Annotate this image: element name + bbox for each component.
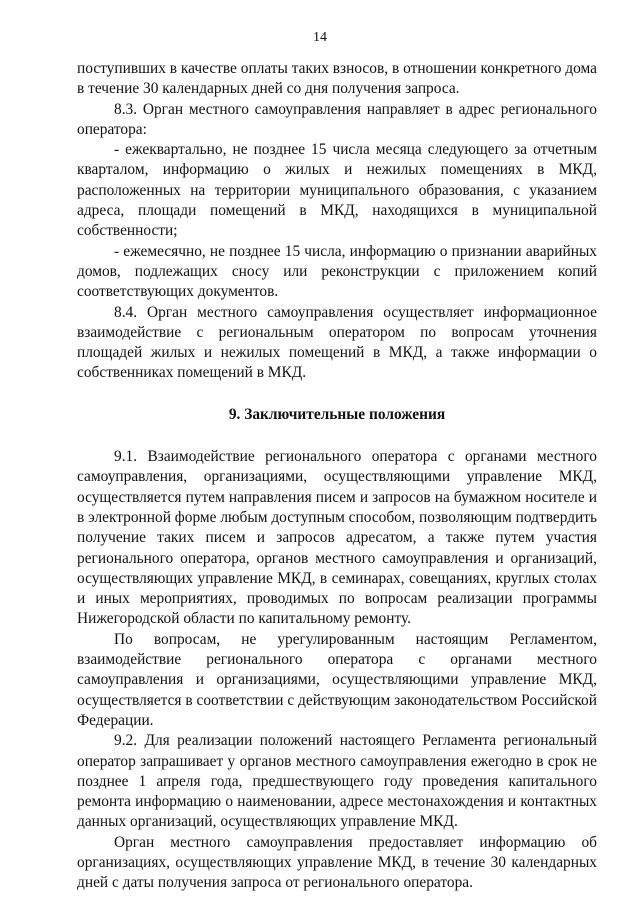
paragraph-9-1: 9.1. Взаимодействие регионального оператора с органами местного самоуправления, организациями, осуществляющими управление МКД, осуществляется путем направления писем и запросов на бумажном носителе и в электронной форме любым доступным способом, позволяющим подтвердить получение таких писем и запросов адресатом, а также путем участия регионального оператора, органов местного самоуправления и организаций, осуществляющих управление МКД, в семинарах, совещаниях, круглых столах и иных мероприятиях, проводимых по вопросам реализации программы Нижегородской области по капитальному ремонту. bbox=[77, 448, 597, 628]
paragraph-9-2: 9.2. Для реализации положений настоящего Регламента региональный оператор запрашивает у органов местного самоуправления ежегодно в срок не позднее 1 апреля года, предшествующего году проведения капитального ремонта информацию о наименовании, адресе местонахождения и контактных данных организаций, осуществляющих управление МКД. bbox=[77, 732, 597, 831]
paragraph-info-provision: Орган местного самоуправления предоставляет информацию об организациях, осуществляющих управление МКД, в течение 30 календарных дней с даты получения запроса от регионального оператора. bbox=[77, 833, 597, 892]
list-item-monthly: - ежемесячно, не позднее 15 числа, информацию о признании аварийных домов, подлежащих сносу или реконструкции с приложением копий соответствующих документов. bbox=[77, 242, 597, 301]
paragraph-continuation: поступивших в качестве оплаты таких взносов, в отношении конкретного дома в течение 30 календарных дней со дня получения запроса. bbox=[77, 60, 597, 98]
page-number: 14 bbox=[313, 30, 327, 45]
paragraph-unregulated-issues: По вопросам, не урегулированным настоящим Регламентом, взаимодействие регионального оператора с органами местного самоуправления и организациями, осуществляющими управление МКД, осуществляется в соответствии с действующим законодательством Российской Федерации. bbox=[77, 630, 597, 729]
list-item-quarterly: - ежеквартально, не позднее 15 числа месяца следующего за отчетным кварталом, информацию о жилых и нежилых помещениях в МКД, расположенных на территории муниципального образования, с указанием адреса, площади помещений в МКД, находящихся в муниципальной собственности; bbox=[77, 141, 597, 240]
paragraph-8-3: 8.3. Орган местного самоуправления направляет в адрес регионального оператора: bbox=[77, 100, 597, 138]
paragraph-8-4: 8.4. Орган местного самоуправления осуществляет информационное взаимодействие с региональным оператором по вопросам уточнения площадей жилых и нежилых помещений в МКД, а также информации о собственниках помещений в МКД. bbox=[77, 303, 597, 382]
section-heading: 9. Заключительные положения bbox=[228, 405, 446, 423]
document-body bbox=[77, 59, 597, 894]
